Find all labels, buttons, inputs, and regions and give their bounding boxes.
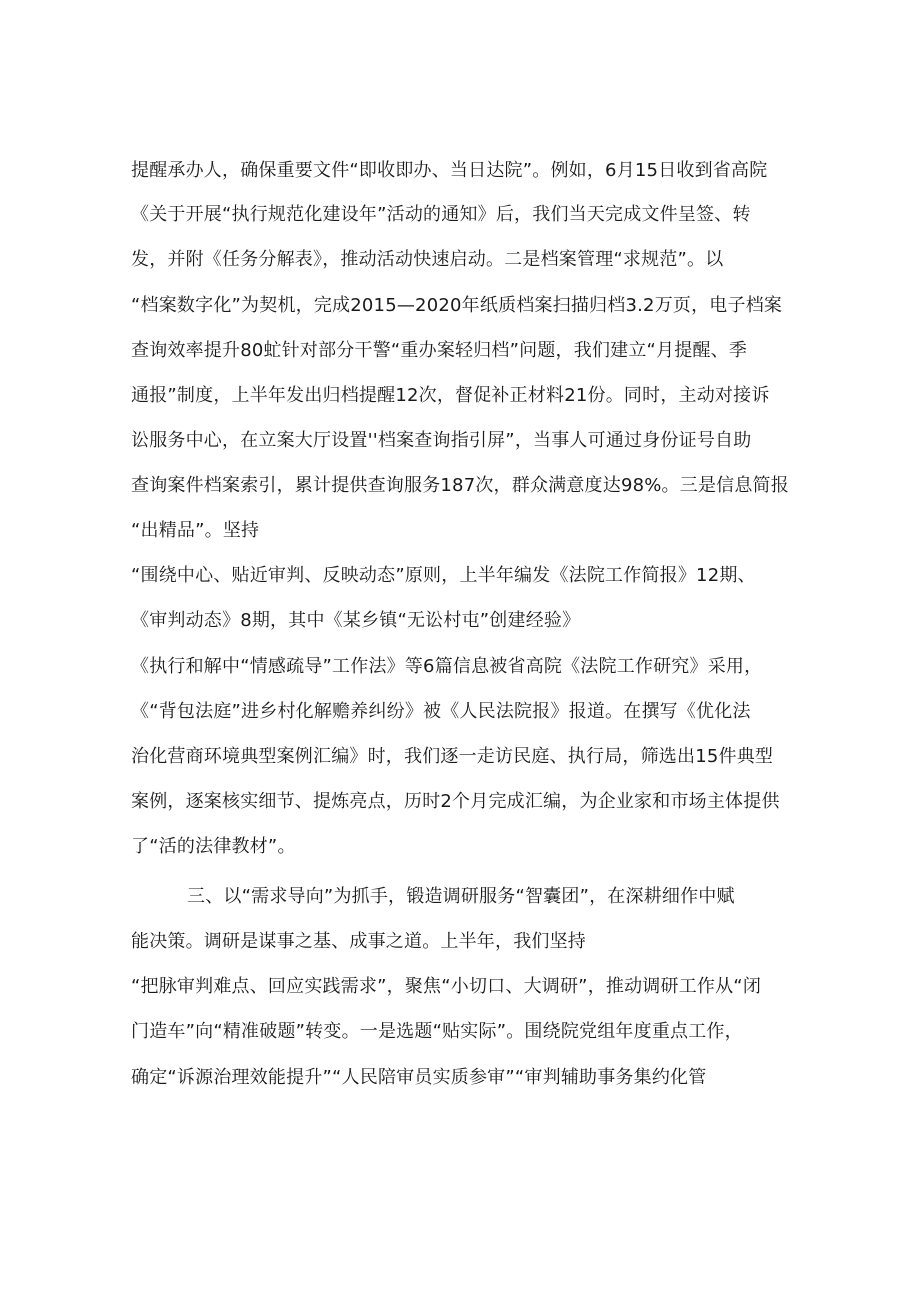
text-line: 发，并附《任务分解表》，推动活动快速启动。二是档案管理“求规范”。以 xyxy=(131,249,724,270)
text-line: 通报”制度，上半年发出归档提醒12次，督促补正材料21份。同时，主动对接诉 xyxy=(131,385,770,406)
text-line: 能决策。调研是谋事之基、成事之道。上半年，我们坚持 xyxy=(131,931,586,952)
text-line: “出精品”。坚持 xyxy=(131,520,260,541)
text-line: 门造车”向“精准破题”转变。一是选题“贴实际”。围绕院党组年度重点工作， xyxy=(131,1021,743,1042)
text-line: 《审判动态》8期，其中《某乡镇“无讼村屯”创建经验》 xyxy=(131,610,581,631)
text-line: “围绕中心、贴近审判、反映动态”原则，上半年编发《法院工作简报》12期、 xyxy=(131,565,756,586)
text-line: 《执行和解中“情感疏导”工作法》等6篇信息被省高院《法院工作研究》采用， xyxy=(131,656,763,677)
text-line: “档案数字化”为契机，完成2015—2020年纸质档案扫描归档3.2万页，电子档案 xyxy=(131,295,783,316)
text-line: 查询案件档案索引，累计提供查询服务187次，群众满意度达98%。三是信息简报 xyxy=(131,475,789,496)
text-line: 《关于开展“执行规范化建设年”活动的通知》后，我们当天完成文件呈签、转 xyxy=(131,204,751,225)
text-line: 《“背包法庭”进乡村化解赡养纠纷》被《人民法院报》报道。在撰写《优化法 xyxy=(131,701,751,722)
text-line: 案例，逐案核实细节、提炼亮点，历时2个月完成汇编，为企业家和市场主体提供 xyxy=(131,791,780,812)
text-line: 确定“诉源治理效能提升”“人民陪审员实质参审”“审判辅助事务集约化管 xyxy=(131,1067,707,1088)
text-line: 讼服务中心，在立案大厅设置''档案查询指引屏”，当事人可通过身份证号自助 xyxy=(131,430,752,451)
text-line: 提醒承办人，确保重要文件“即收即办、当日达院”。例如，6月15日收到省高院 xyxy=(131,160,768,181)
text-line: 治化营商环境典型案例汇编》时，我们逐一走访民庭、执行局，筛选出15件典型 xyxy=(131,746,774,767)
text-line: “把脉审判难点、回应实践需求”，聚焦“小切口、大调研”，推动调研工作从“闭 xyxy=(131,976,762,997)
text-line: 了“活的法律教材”。 xyxy=(131,836,296,857)
text-line: 查询效率提升80虻针对部分干警“重办案轻归档”问题，我们建立“月提醒、季 xyxy=(131,340,748,361)
section-heading-line: 三、以“需求导向”为抓手，锻造调研服务“智囊团”，在深耕细作中赋 xyxy=(187,886,735,907)
